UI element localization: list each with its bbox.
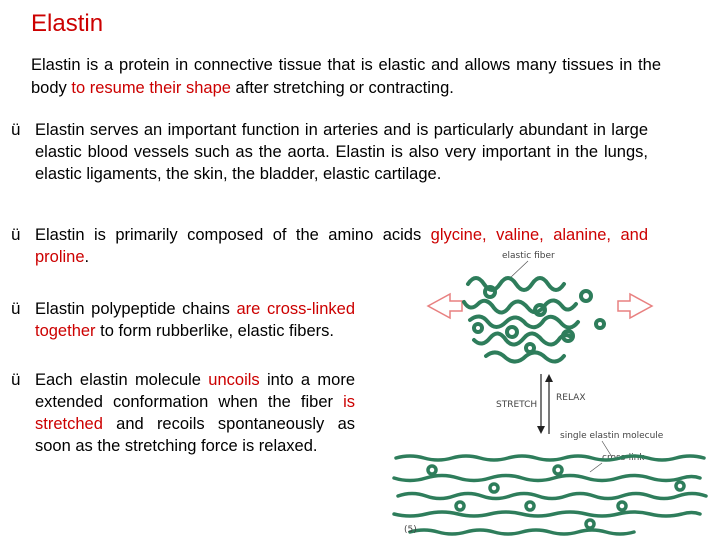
- crosslink-label: cross-link: [602, 453, 645, 463]
- stretched-fiber-network: [394, 456, 706, 534]
- page-title: Elastin: [31, 10, 104, 37]
- checkmark-icon: ü: [11, 225, 21, 244]
- checkmark-icon: ü: [11, 120, 21, 139]
- relax-label: RELAX: [556, 393, 586, 403]
- elastic-fiber-label: elastic fiber: [502, 251, 555, 261]
- single-molecule-label: single elastin molecule: [560, 431, 664, 441]
- stretch-label: STRETCH: [496, 400, 538, 410]
- checkmark-icon: ü: [11, 370, 21, 389]
- left-arrow-icon: [428, 294, 462, 318]
- elastin-fiber-diagram: [390, 244, 720, 540]
- uncoils-highlight: uncoils: [208, 371, 260, 389]
- stretched-highlight: is stretched: [35, 393, 355, 433]
- bullet-arteries: ü Elastin serves an important function in arteries and is particularly abundant in large elastic blood vessels such as the aorta. Elastin is also very important in the lungs, elastic ligaments, the skin, the bladder, elastic cartilage.: [11, 120, 648, 183]
- right-arrow-icon: [618, 294, 652, 318]
- bullet-uncoils: ü Each elastin molecule uncoils into a more extended conformation when the fiber is stretched and recoils spontaneously as soon as the stretching force is relaxed.: [11, 370, 355, 455]
- bullet-amino-acids: ü Elastin is primarily composed of the amino acids glycine, valine, alanine, and proline.: [11, 225, 648, 266]
- crosslinked-highlight: are cross-linked together: [35, 300, 355, 340]
- bullet-crosslinked: ü Elastin polypeptide chains are cross-linked together to form rubberlike, elastic fibers.: [11, 299, 355, 340]
- amino-acids-highlight: glycine, valine, alanine, and proline: [35, 226, 648, 266]
- intro-highlight: to resume their shape: [71, 79, 231, 97]
- figure-reference: (5): [404, 525, 417, 535]
- relaxed-fiber-network: [464, 278, 604, 362]
- intro-paragraph: Elastin is a protein in connective tissue that is elastic and allows many tissues in the body to resume their shape after stretching or contracting.: [31, 56, 661, 97]
- checkmark-icon: ü: [11, 299, 21, 318]
